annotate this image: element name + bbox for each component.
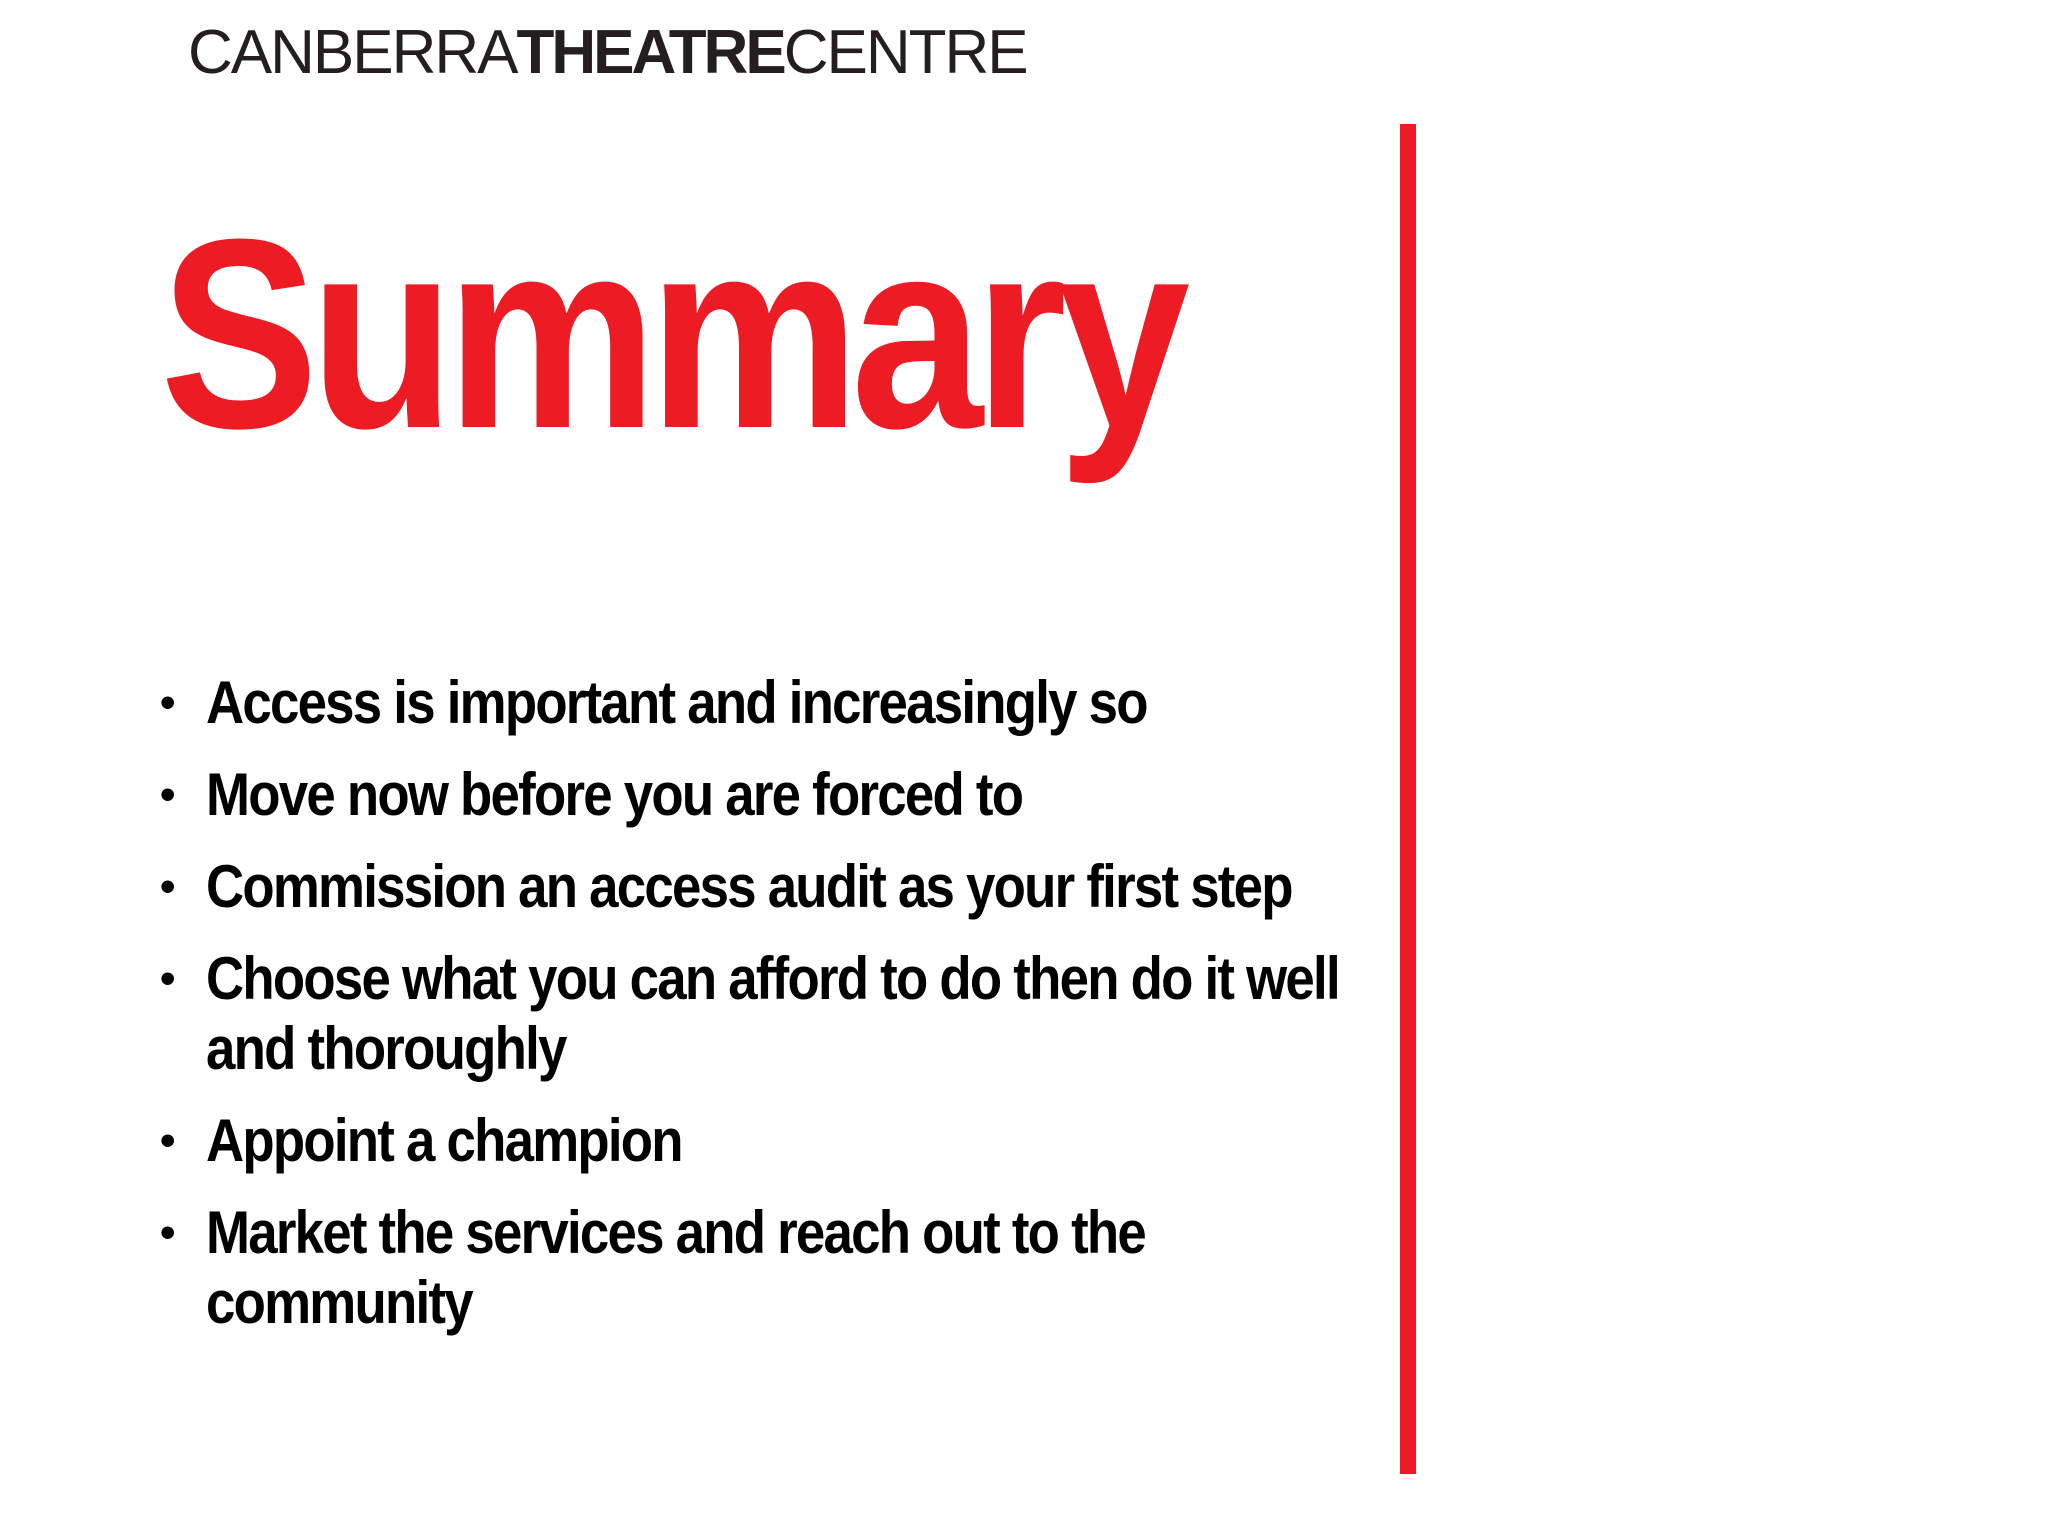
bullet-item [160,1106,1380,1176]
bullet-list [160,668,1380,1360]
bullet-text: Choose what you can afford to do then do it well and thoroughly [206,945,1339,1082]
bullet-dot: • [160,1208,176,1257]
bullet-item [160,944,1380,1084]
bullet-item [160,760,1380,830]
bullet-text: Appoint a champion [206,1107,682,1174]
bullet-text: Move now before you are forced to [206,761,1023,828]
bullet-item [160,668,1380,738]
logo-word-canberra: CANBERRA [188,18,517,87]
bullet-dot: • [160,954,176,1003]
bullet-dot: • [160,1116,176,1165]
bullet-text: Market the services and reach out to the community [206,1199,1145,1336]
bullet-dot: • [160,862,176,911]
vertical-divider [1400,124,1416,1474]
logo-word-theatre: THEATRE [516,18,784,87]
bullet-dot: • [160,770,176,819]
bullet-dot: • [160,678,176,727]
bullet-item [160,852,1380,922]
canberra-theatre-centre-logo [188,18,1027,87]
bullet-text: Commission an access audit as your first step [206,853,1292,920]
logo-word-centre: CENTRE [783,18,1027,87]
slide-title: Summary [160,184,1182,485]
bullet-item [160,1198,1380,1338]
bullet-text: Access is important and increasingly so [206,669,1147,736]
